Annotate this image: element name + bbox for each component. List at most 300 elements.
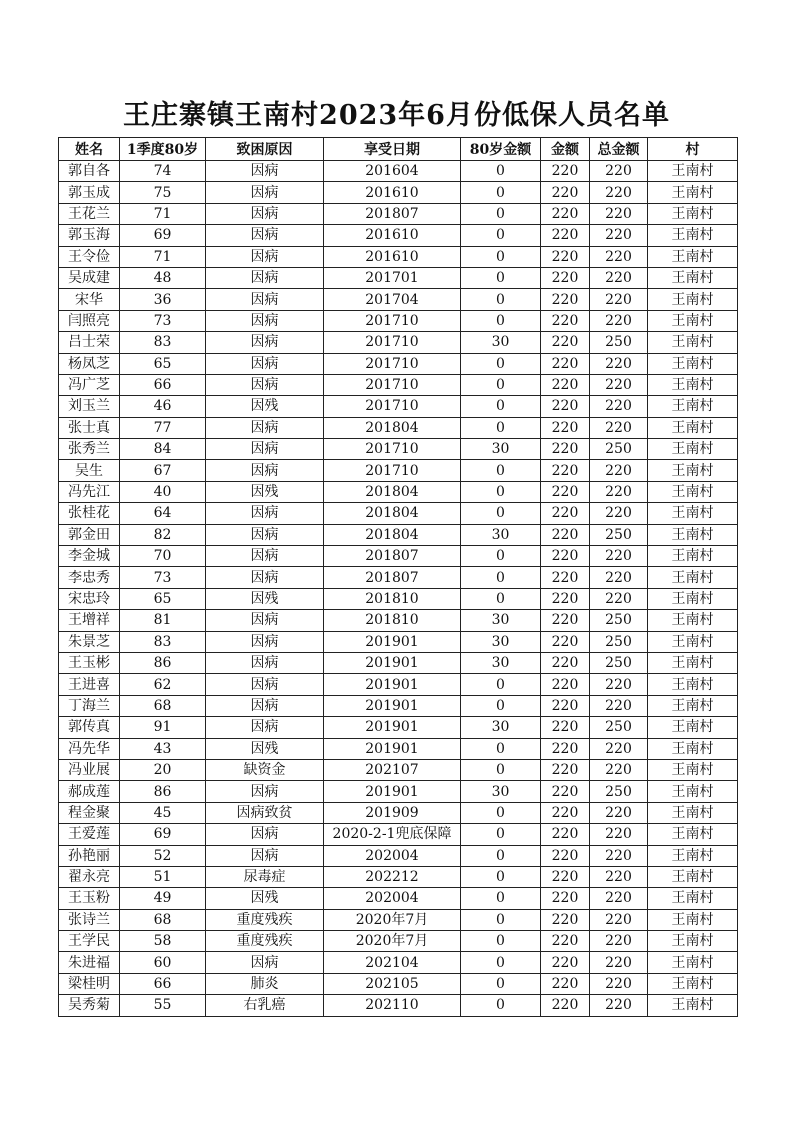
cell-village: 王南村 — [648, 588, 738, 609]
cell-reason: 因病 — [206, 267, 324, 288]
cell-reason: 重度残疾 — [206, 909, 324, 930]
cell-age: 62 — [120, 674, 206, 695]
table-row — [59, 674, 738, 695]
cell-bonus: 0 — [461, 460, 541, 481]
cell-reason: 因病 — [206, 567, 324, 588]
cell-village: 王南村 — [648, 845, 738, 866]
table-row — [59, 845, 738, 866]
cell-name: 郭玉成 — [59, 182, 120, 203]
table-row — [59, 289, 738, 310]
cell-age: 43 — [120, 738, 206, 759]
cell-age: 36 — [120, 289, 206, 310]
cell-reason: 因病 — [206, 460, 324, 481]
cell-date: 202004 — [324, 845, 461, 866]
cell-total: 220 — [590, 396, 648, 417]
cell-bonus: 0 — [461, 225, 541, 246]
cell-date: 201710 — [324, 310, 461, 331]
cell-bonus: 0 — [461, 909, 541, 930]
cell-date: 201710 — [324, 460, 461, 481]
table-row — [59, 781, 738, 802]
col-header-date: 享受日期 — [324, 138, 461, 161]
table-row — [59, 695, 738, 716]
table-row — [59, 225, 738, 246]
cell-age: 64 — [120, 503, 206, 524]
cell-age: 83 — [120, 631, 206, 652]
cell-total: 250 — [590, 717, 648, 738]
cell-bonus: 0 — [461, 973, 541, 994]
cell-village: 王南村 — [648, 332, 738, 353]
cell-total: 220 — [590, 952, 648, 973]
cell-name: 吕士荣 — [59, 332, 120, 353]
cell-village: 王南村 — [648, 652, 738, 673]
roster-body — [59, 161, 738, 1017]
cell-date: 201810 — [324, 610, 461, 631]
cell-age: 46 — [120, 396, 206, 417]
table-row — [59, 161, 738, 182]
cell-name: 程金聚 — [59, 802, 120, 823]
table-row — [59, 524, 738, 545]
cell-amount: 220 — [541, 652, 590, 673]
cell-date: 201807 — [324, 546, 461, 567]
cell-age: 73 — [120, 310, 206, 331]
cell-name: 吴生 — [59, 460, 120, 481]
cell-reason: 因病 — [206, 332, 324, 353]
cell-village: 王南村 — [648, 931, 738, 952]
cell-bonus: 0 — [461, 931, 541, 952]
cell-date: 202104 — [324, 952, 461, 973]
col-header-village: 村 — [648, 138, 738, 161]
cell-reason: 因病 — [206, 845, 324, 866]
cell-name: 郭玉海 — [59, 225, 120, 246]
cell-reason: 因残 — [206, 396, 324, 417]
cell-amount: 220 — [541, 781, 590, 802]
cell-reason: 因病 — [206, 225, 324, 246]
cell-amount: 220 — [541, 353, 590, 374]
cell-reason: 因病 — [206, 310, 324, 331]
cell-name: 郝成莲 — [59, 781, 120, 802]
table-row — [59, 652, 738, 673]
cell-age: 82 — [120, 524, 206, 545]
cell-date: 202105 — [324, 973, 461, 994]
cell-date: 201807 — [324, 203, 461, 224]
cell-age: 66 — [120, 374, 206, 395]
cell-bonus: 0 — [461, 289, 541, 310]
cell-bonus: 0 — [461, 246, 541, 267]
cell-name: 张秀兰 — [59, 439, 120, 460]
cell-age: 71 — [120, 246, 206, 267]
table-row — [59, 417, 738, 438]
cell-total: 250 — [590, 631, 648, 652]
cell-date: 201701 — [324, 267, 461, 288]
cell-total: 220 — [590, 546, 648, 567]
cell-age: 51 — [120, 866, 206, 887]
cell-total: 220 — [590, 161, 648, 182]
table-row — [59, 995, 738, 1016]
cell-amount: 220 — [541, 310, 590, 331]
cell-date: 201804 — [324, 503, 461, 524]
cell-age: 68 — [120, 909, 206, 930]
cell-total: 220 — [590, 417, 648, 438]
cell-name: 闫照亮 — [59, 310, 120, 331]
table-row — [59, 717, 738, 738]
page-title: 王庄寨镇王南村2023年6月份低保人员名单 — [123, 100, 670, 131]
cell-bonus: 0 — [461, 824, 541, 845]
cell-amount: 220 — [541, 396, 590, 417]
cell-village: 王南村 — [648, 631, 738, 652]
cell-amount: 220 — [541, 481, 590, 502]
cell-reason: 因病 — [206, 182, 324, 203]
table-row — [59, 439, 738, 460]
cell-date: 201610 — [324, 246, 461, 267]
cell-bonus: 30 — [461, 439, 541, 460]
cell-name: 吴成建 — [59, 267, 120, 288]
cell-village: 王南村 — [648, 738, 738, 759]
cell-reason: 因残 — [206, 738, 324, 759]
cell-age: 83 — [120, 332, 206, 353]
cell-date: 2020-2-1兜底保障 — [324, 824, 461, 845]
table-row — [59, 909, 738, 930]
cell-reason: 因病 — [206, 952, 324, 973]
cell-name: 王爱莲 — [59, 824, 120, 845]
cell-amount: 220 — [541, 759, 590, 780]
cell-total: 220 — [590, 588, 648, 609]
cell-date: 201901 — [324, 738, 461, 759]
cell-total: 220 — [590, 995, 648, 1016]
cell-village: 王南村 — [648, 802, 738, 823]
table-row — [59, 332, 738, 353]
cell-village: 王南村 — [648, 203, 738, 224]
col-header-reason: 致困原因 — [206, 138, 324, 161]
table-row — [59, 567, 738, 588]
cell-reason: 因病 — [206, 652, 324, 673]
table-row — [59, 973, 738, 994]
cell-bonus: 0 — [461, 866, 541, 887]
cell-reason: 因病 — [206, 524, 324, 545]
cell-village: 王南村 — [648, 824, 738, 845]
cell-total: 250 — [590, 652, 648, 673]
table-row — [59, 353, 738, 374]
table-row — [59, 246, 738, 267]
cell-reason: 因病 — [206, 353, 324, 374]
cell-age: 86 — [120, 652, 206, 673]
cell-amount: 220 — [541, 267, 590, 288]
cell-date: 201710 — [324, 332, 461, 353]
cell-bonus: 0 — [461, 182, 541, 203]
cell-village: 王南村 — [648, 396, 738, 417]
cell-amount: 220 — [541, 225, 590, 246]
table-row — [59, 610, 738, 631]
cell-bonus: 0 — [461, 353, 541, 374]
cell-bonus: 0 — [461, 203, 541, 224]
cell-date: 201710 — [324, 396, 461, 417]
cell-name: 杨凤芝 — [59, 353, 120, 374]
cell-name: 郭金田 — [59, 524, 120, 545]
cell-bonus: 0 — [461, 845, 541, 866]
table-row — [59, 460, 738, 481]
cell-age: 65 — [120, 353, 206, 374]
cell-total: 220 — [590, 310, 648, 331]
cell-date: 201909 — [324, 802, 461, 823]
cell-date: 201901 — [324, 652, 461, 673]
cell-total: 220 — [590, 674, 648, 695]
cell-date: 202004 — [324, 888, 461, 909]
cell-bonus: 0 — [461, 759, 541, 780]
cell-village: 王南村 — [648, 781, 738, 802]
cell-age: 69 — [120, 225, 206, 246]
col-header-age: 1季度80岁 — [120, 138, 206, 161]
cell-name: 郭传真 — [59, 717, 120, 738]
table-row — [59, 631, 738, 652]
cell-reason: 因病 — [206, 161, 324, 182]
table-row — [59, 203, 738, 224]
cell-total: 220 — [590, 289, 648, 310]
cell-date: 201901 — [324, 781, 461, 802]
cell-village: 王南村 — [648, 759, 738, 780]
cell-village: 王南村 — [648, 374, 738, 395]
cell-age: 68 — [120, 695, 206, 716]
cell-age: 55 — [120, 995, 206, 1016]
cell-total: 220 — [590, 866, 648, 887]
cell-total: 220 — [590, 353, 648, 374]
cell-village: 王南村 — [648, 182, 738, 203]
cell-date: 201804 — [324, 417, 461, 438]
cell-amount: 220 — [541, 567, 590, 588]
cell-date: 201804 — [324, 481, 461, 502]
cell-date: 201901 — [324, 717, 461, 738]
cell-reason: 因病致贫 — [206, 802, 324, 823]
cell-bonus: 0 — [461, 695, 541, 716]
table-row — [59, 481, 738, 502]
table-row — [59, 588, 738, 609]
cell-reason: 因病 — [206, 610, 324, 631]
cell-age: 77 — [120, 417, 206, 438]
cell-date: 202212 — [324, 866, 461, 887]
cell-amount: 220 — [541, 374, 590, 395]
table-row — [59, 310, 738, 331]
cell-age: 52 — [120, 845, 206, 866]
cell-name: 张士真 — [59, 417, 120, 438]
cell-bonus: 0 — [461, 396, 541, 417]
table-row — [59, 267, 738, 288]
cell-date: 202107 — [324, 759, 461, 780]
cell-age: 74 — [120, 161, 206, 182]
cell-name: 王花兰 — [59, 203, 120, 224]
cell-date: 201807 — [324, 567, 461, 588]
cell-reason: 重度残疾 — [206, 931, 324, 952]
cell-reason: 因病 — [206, 695, 324, 716]
cell-reason: 因病 — [206, 717, 324, 738]
cell-reason: 因病 — [206, 781, 324, 802]
cell-date: 201804 — [324, 524, 461, 545]
cell-name: 丁海兰 — [59, 695, 120, 716]
cell-reason: 因残 — [206, 588, 324, 609]
cell-age: 20 — [120, 759, 206, 780]
table-row — [59, 396, 738, 417]
col-header-name: 姓名 — [59, 138, 120, 161]
cell-amount: 220 — [541, 203, 590, 224]
cell-village: 王南村 — [648, 310, 738, 331]
cell-amount: 220 — [541, 888, 590, 909]
cell-date: 201901 — [324, 695, 461, 716]
cell-age: 91 — [120, 717, 206, 738]
cell-amount: 220 — [541, 931, 590, 952]
col-header-amount: 金额 — [541, 138, 590, 161]
cell-bonus: 0 — [461, 503, 541, 524]
table-row — [59, 888, 738, 909]
cell-village: 王南村 — [648, 546, 738, 567]
cell-reason: 缺资金 — [206, 759, 324, 780]
cell-name: 张诗兰 — [59, 909, 120, 930]
cell-amount: 220 — [541, 824, 590, 845]
cell-date: 201604 — [324, 161, 461, 182]
cell-age: 48 — [120, 267, 206, 288]
cell-date: 202110 — [324, 995, 461, 1016]
cell-village: 王南村 — [648, 909, 738, 930]
cell-name: 宋华 — [59, 289, 120, 310]
cell-bonus: 0 — [461, 674, 541, 695]
cell-total: 220 — [590, 802, 648, 823]
cell-bonus: 30 — [461, 524, 541, 545]
cell-amount: 220 — [541, 952, 590, 973]
cell-reason: 因残 — [206, 888, 324, 909]
cell-bonus: 30 — [461, 332, 541, 353]
cell-village: 王南村 — [648, 439, 738, 460]
cell-reason: 因病 — [206, 631, 324, 652]
table-row — [59, 374, 738, 395]
cell-reason: 肺炎 — [206, 973, 324, 994]
cell-reason: 因病 — [206, 203, 324, 224]
cell-reason: 因病 — [206, 546, 324, 567]
cell-village: 王南村 — [648, 995, 738, 1016]
cell-age: 49 — [120, 888, 206, 909]
cell-age: 71 — [120, 203, 206, 224]
cell-amount: 220 — [541, 802, 590, 823]
cell-date: 201704 — [324, 289, 461, 310]
cell-bonus: 0 — [461, 546, 541, 567]
cell-reason: 因残 — [206, 481, 324, 502]
cell-amount: 220 — [541, 695, 590, 716]
cell-bonus: 0 — [461, 161, 541, 182]
cell-age: 67 — [120, 460, 206, 481]
cell-bonus: 30 — [461, 781, 541, 802]
cell-village: 王南村 — [648, 481, 738, 502]
cell-bonus: 0 — [461, 481, 541, 502]
cell-bonus: 0 — [461, 802, 541, 823]
cell-name: 王增祥 — [59, 610, 120, 631]
cell-bonus: 0 — [461, 417, 541, 438]
cell-total: 220 — [590, 909, 648, 930]
cell-amount: 220 — [541, 417, 590, 438]
cell-village: 王南村 — [648, 866, 738, 887]
cell-total: 220 — [590, 225, 648, 246]
cell-total: 220 — [590, 182, 648, 203]
cell-total: 250 — [590, 439, 648, 460]
cell-name: 朱进福 — [59, 952, 120, 973]
cell-reason: 因病 — [206, 824, 324, 845]
cell-village: 王南村 — [648, 353, 738, 374]
cell-bonus: 0 — [461, 888, 541, 909]
cell-reason: 尿毒症 — [206, 866, 324, 887]
cell-age: 75 — [120, 182, 206, 203]
cell-reason: 右乳癌 — [206, 995, 324, 1016]
cell-name: 王进喜 — [59, 674, 120, 695]
cell-total: 220 — [590, 738, 648, 759]
cell-name: 李金城 — [59, 546, 120, 567]
cell-reason: 因病 — [206, 503, 324, 524]
cell-amount: 220 — [541, 866, 590, 887]
cell-name: 张桂花 — [59, 503, 120, 524]
cell-age: 58 — [120, 931, 206, 952]
cell-date: 2020年7月 — [324, 909, 461, 930]
cell-amount: 220 — [541, 909, 590, 930]
cell-village: 王南村 — [648, 610, 738, 631]
cell-age: 40 — [120, 481, 206, 502]
cell-age: 86 — [120, 781, 206, 802]
table-row — [59, 503, 738, 524]
cell-age: 65 — [120, 588, 206, 609]
cell-amount: 220 — [541, 182, 590, 203]
cell-total: 220 — [590, 845, 648, 866]
cell-age: 84 — [120, 439, 206, 460]
cell-date: 201610 — [324, 182, 461, 203]
col-header-bonus: 80岁金额 — [461, 138, 541, 161]
cell-date: 201610 — [324, 225, 461, 246]
cell-total: 250 — [590, 781, 648, 802]
cell-bonus: 30 — [461, 652, 541, 673]
cell-village: 王南村 — [648, 267, 738, 288]
cell-amount: 220 — [541, 973, 590, 994]
cell-bonus: 0 — [461, 267, 541, 288]
cell-name: 冯广芝 — [59, 374, 120, 395]
cell-village: 王南村 — [648, 888, 738, 909]
cell-village: 王南村 — [648, 289, 738, 310]
cell-date: 201710 — [324, 374, 461, 395]
cell-total: 220 — [590, 973, 648, 994]
cell-amount: 220 — [541, 439, 590, 460]
cell-bonus: 0 — [461, 567, 541, 588]
cell-reason: 因病 — [206, 417, 324, 438]
header-row — [59, 138, 738, 161]
cell-date: 201710 — [324, 353, 461, 374]
cell-name: 翟永亮 — [59, 866, 120, 887]
cell-name: 梁桂明 — [59, 973, 120, 994]
cell-amount: 220 — [541, 524, 590, 545]
cell-name: 刘玉兰 — [59, 396, 120, 417]
cell-amount: 220 — [541, 246, 590, 267]
cell-name: 吴秀菊 — [59, 995, 120, 1016]
table-row — [59, 546, 738, 567]
cell-reason: 因病 — [206, 246, 324, 267]
cell-village: 王南村 — [648, 503, 738, 524]
cell-total: 250 — [590, 332, 648, 353]
cell-village: 王南村 — [648, 225, 738, 246]
table-row — [59, 738, 738, 759]
cell-amount: 220 — [541, 503, 590, 524]
cell-age: 60 — [120, 952, 206, 973]
cell-amount: 220 — [541, 995, 590, 1016]
col-header-total: 总金额 — [590, 138, 648, 161]
cell-amount: 220 — [541, 845, 590, 866]
table-row — [59, 931, 738, 952]
cell-amount: 220 — [541, 460, 590, 481]
cell-village: 王南村 — [648, 674, 738, 695]
table-row — [59, 952, 738, 973]
table-row — [59, 866, 738, 887]
cell-amount: 220 — [541, 717, 590, 738]
cell-total: 220 — [590, 759, 648, 780]
cell-amount: 220 — [541, 610, 590, 631]
cell-total: 220 — [590, 267, 648, 288]
